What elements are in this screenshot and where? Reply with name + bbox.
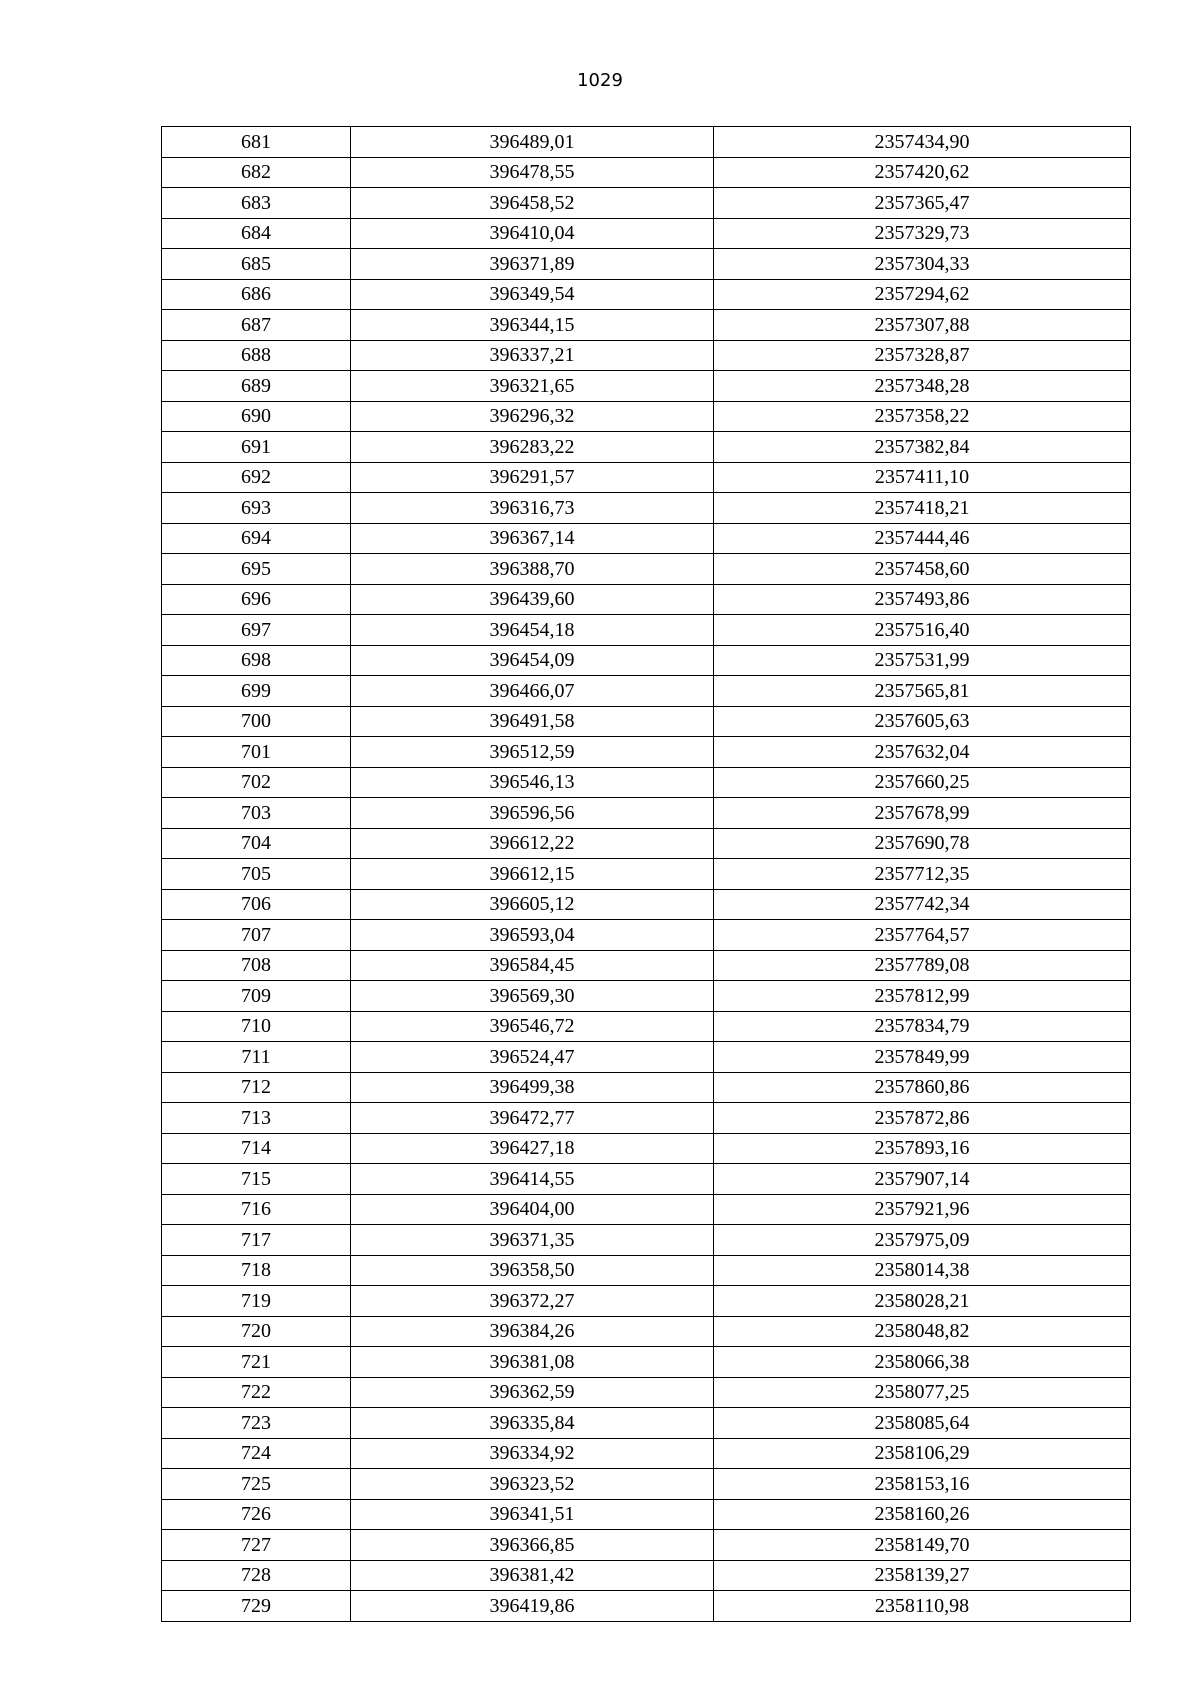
- x-coordinate-cell: 396414,55: [351, 1164, 714, 1195]
- point-number-cell: 685: [162, 249, 351, 280]
- x-coordinate-cell: 396512,59: [351, 737, 714, 768]
- point-number-cell: 689: [162, 371, 351, 402]
- y-coordinate-cell: 2357565,81: [714, 676, 1131, 707]
- y-coordinate-cell: 2357493,86: [714, 584, 1131, 615]
- table-row: [162, 1591, 1131, 1622]
- y-coordinate-cell: 2357358,22: [714, 401, 1131, 432]
- point-number-cell: 681: [162, 127, 351, 158]
- point-number-cell: 712: [162, 1072, 351, 1103]
- x-coordinate-cell: 396546,72: [351, 1011, 714, 1042]
- x-coordinate-cell: 396367,14: [351, 523, 714, 554]
- table-row: [162, 371, 1131, 402]
- x-coordinate-cell: 396454,18: [351, 615, 714, 646]
- x-coordinate-cell: 396612,15: [351, 859, 714, 890]
- point-number-cell: 684: [162, 218, 351, 249]
- table-row: [162, 706, 1131, 737]
- point-number-cell: 714: [162, 1133, 351, 1164]
- point-number-cell: 695: [162, 554, 351, 585]
- page-number: 1029: [577, 70, 623, 91]
- point-number-cell: 728: [162, 1560, 351, 1591]
- y-coordinate-cell: 2357304,33: [714, 249, 1131, 280]
- point-number-cell: 702: [162, 767, 351, 798]
- point-number-cell: 693: [162, 493, 351, 524]
- y-coordinate-cell: 2358048,82: [714, 1316, 1131, 1347]
- table-row: [162, 1164, 1131, 1195]
- y-coordinate-cell: 2358085,64: [714, 1408, 1131, 1439]
- y-coordinate-cell: 2358110,98: [714, 1591, 1131, 1622]
- x-coordinate-cell: 396491,58: [351, 706, 714, 737]
- x-coordinate-cell: 396384,26: [351, 1316, 714, 1347]
- y-coordinate-cell: 2357660,25: [714, 767, 1131, 798]
- point-number-cell: 697: [162, 615, 351, 646]
- point-number-cell: 688: [162, 340, 351, 371]
- point-number-cell: 703: [162, 798, 351, 829]
- x-coordinate-cell: 396296,32: [351, 401, 714, 432]
- point-number-cell: 717: [162, 1225, 351, 1256]
- table-row: [162, 798, 1131, 829]
- table-row: [162, 1194, 1131, 1225]
- point-number-cell: 721: [162, 1347, 351, 1378]
- y-coordinate-cell: 2358014,38: [714, 1255, 1131, 1286]
- y-coordinate-cell: 2357764,57: [714, 920, 1131, 951]
- y-coordinate-cell: 2358028,21: [714, 1286, 1131, 1317]
- x-coordinate-cell: 396362,59: [351, 1377, 714, 1408]
- point-number-cell: 716: [162, 1194, 351, 1225]
- table-row: [162, 767, 1131, 798]
- y-coordinate-cell: 2357834,79: [714, 1011, 1131, 1042]
- x-coordinate-cell: 396458,52: [351, 188, 714, 219]
- table-row: [162, 676, 1131, 707]
- x-coordinate-cell: 396472,77: [351, 1103, 714, 1134]
- point-number-cell: 727: [162, 1530, 351, 1561]
- x-coordinate-cell: 396388,70: [351, 554, 714, 585]
- table-row: [162, 127, 1131, 158]
- x-coordinate-cell: 396321,65: [351, 371, 714, 402]
- point-number-cell: 683: [162, 188, 351, 219]
- table-row: [162, 157, 1131, 188]
- y-coordinate-cell: 2357690,78: [714, 828, 1131, 859]
- point-number-cell: 686: [162, 279, 351, 310]
- y-coordinate-cell: 2357516,40: [714, 615, 1131, 646]
- table-row: [162, 889, 1131, 920]
- x-coordinate-cell: 396358,50: [351, 1255, 714, 1286]
- point-number-cell: 729: [162, 1591, 351, 1622]
- y-coordinate-cell: 2357860,86: [714, 1072, 1131, 1103]
- x-coordinate-cell: 396323,52: [351, 1469, 714, 1500]
- table-row: [162, 340, 1131, 371]
- x-coordinate-cell: 396366,85: [351, 1530, 714, 1561]
- x-coordinate-cell: 396341,51: [351, 1499, 714, 1530]
- point-number-cell: 713: [162, 1103, 351, 1134]
- table-row: [162, 1225, 1131, 1256]
- x-coordinate-cell: 396372,27: [351, 1286, 714, 1317]
- x-coordinate-cell: 396584,45: [351, 950, 714, 981]
- y-coordinate-cell: 2357789,08: [714, 950, 1131, 981]
- table-row: [162, 401, 1131, 432]
- table-row: [162, 1499, 1131, 1530]
- y-coordinate-cell: 2357382,84: [714, 432, 1131, 463]
- y-coordinate-cell: 2357849,99: [714, 1042, 1131, 1073]
- point-number-cell: 704: [162, 828, 351, 859]
- point-number-cell: 705: [162, 859, 351, 890]
- coordinates-table-body: [162, 127, 1131, 1622]
- y-coordinate-cell: 2357893,16: [714, 1133, 1131, 1164]
- x-coordinate-cell: 396596,56: [351, 798, 714, 829]
- x-coordinate-cell: 396454,09: [351, 645, 714, 676]
- y-coordinate-cell: 2357328,87: [714, 340, 1131, 371]
- table-row: [162, 279, 1131, 310]
- x-coordinate-cell: 396605,12: [351, 889, 714, 920]
- table-row: [162, 645, 1131, 676]
- point-number-cell: 718: [162, 1255, 351, 1286]
- x-coordinate-cell: 396283,22: [351, 432, 714, 463]
- x-coordinate-cell: 396337,21: [351, 340, 714, 371]
- point-number-cell: 699: [162, 676, 351, 707]
- y-coordinate-cell: 2357921,96: [714, 1194, 1131, 1225]
- y-coordinate-cell: 2357348,28: [714, 371, 1131, 402]
- point-number-cell: 690: [162, 401, 351, 432]
- y-coordinate-cell: 2358077,25: [714, 1377, 1131, 1408]
- y-coordinate-cell: 2358066,38: [714, 1347, 1131, 1378]
- y-coordinate-cell: 2357975,09: [714, 1225, 1131, 1256]
- y-coordinate-cell: 2357742,34: [714, 889, 1131, 920]
- table-row: [162, 218, 1131, 249]
- y-coordinate-cell: 2357907,14: [714, 1164, 1131, 1195]
- point-number-cell: 724: [162, 1438, 351, 1469]
- y-coordinate-cell: 2357812,99: [714, 981, 1131, 1012]
- x-coordinate-cell: 396335,84: [351, 1408, 714, 1439]
- table-row: [162, 1408, 1131, 1439]
- table-row: [162, 1377, 1131, 1408]
- point-number-cell: 723: [162, 1408, 351, 1439]
- x-coordinate-cell: 396593,04: [351, 920, 714, 951]
- point-number-cell: 698: [162, 645, 351, 676]
- x-coordinate-cell: 396524,47: [351, 1042, 714, 1073]
- point-number-cell: 701: [162, 737, 351, 768]
- x-coordinate-cell: 396381,42: [351, 1560, 714, 1591]
- table-row: [162, 249, 1131, 280]
- table-row: [162, 493, 1131, 524]
- table-row: [162, 432, 1131, 463]
- x-coordinate-cell: 396489,01: [351, 127, 714, 158]
- x-coordinate-cell: 396371,89: [351, 249, 714, 280]
- point-number-cell: 707: [162, 920, 351, 951]
- x-coordinate-cell: 396344,15: [351, 310, 714, 341]
- y-coordinate-cell: 2358160,26: [714, 1499, 1131, 1530]
- table-row: [162, 462, 1131, 493]
- table-row: [162, 1286, 1131, 1317]
- x-coordinate-cell: 396410,04: [351, 218, 714, 249]
- y-coordinate-cell: 2357307,88: [714, 310, 1131, 341]
- table-row: [162, 1042, 1131, 1073]
- table-row: [162, 920, 1131, 951]
- y-coordinate-cell: 2357365,47: [714, 188, 1131, 219]
- point-number-cell: 719: [162, 1286, 351, 1317]
- x-coordinate-cell: 396404,00: [351, 1194, 714, 1225]
- point-number-cell: 722: [162, 1377, 351, 1408]
- table-row: [162, 1072, 1131, 1103]
- coordinates-table: [161, 126, 1131, 1622]
- y-coordinate-cell: 2357329,73: [714, 218, 1131, 249]
- x-coordinate-cell: 396439,60: [351, 584, 714, 615]
- table-row: [162, 615, 1131, 646]
- table-row: [162, 523, 1131, 554]
- table-row: [162, 737, 1131, 768]
- x-coordinate-cell: 396291,57: [351, 462, 714, 493]
- y-coordinate-cell: 2357872,86: [714, 1103, 1131, 1134]
- table-row: [162, 981, 1131, 1012]
- table-row: [162, 950, 1131, 981]
- point-number-cell: 710: [162, 1011, 351, 1042]
- y-coordinate-cell: 2357434,90: [714, 127, 1131, 158]
- table-row: [162, 1103, 1131, 1134]
- y-coordinate-cell: 2357420,62: [714, 157, 1131, 188]
- x-coordinate-cell: 396334,92: [351, 1438, 714, 1469]
- point-number-cell: 715: [162, 1164, 351, 1195]
- table-row: [162, 828, 1131, 859]
- table-row: [162, 1011, 1131, 1042]
- x-coordinate-cell: 396349,54: [351, 279, 714, 310]
- table-row: [162, 554, 1131, 585]
- point-number-cell: 726: [162, 1499, 351, 1530]
- y-coordinate-cell: 2357632,04: [714, 737, 1131, 768]
- x-coordinate-cell: 396419,86: [351, 1591, 714, 1622]
- x-coordinate-cell: 396546,13: [351, 767, 714, 798]
- x-coordinate-cell: 396499,38: [351, 1072, 714, 1103]
- point-number-cell: 709: [162, 981, 351, 1012]
- point-number-cell: 692: [162, 462, 351, 493]
- point-number-cell: 725: [162, 1469, 351, 1500]
- x-coordinate-cell: 396478,55: [351, 157, 714, 188]
- point-number-cell: 700: [162, 706, 351, 737]
- table-row: [162, 1438, 1131, 1469]
- table-row: [162, 1255, 1131, 1286]
- point-number-cell: 720: [162, 1316, 351, 1347]
- x-coordinate-cell: 396381,08: [351, 1347, 714, 1378]
- y-coordinate-cell: 2357678,99: [714, 798, 1131, 829]
- table-row: [162, 1530, 1131, 1561]
- table-row: [162, 1133, 1131, 1164]
- point-number-cell: 691: [162, 432, 351, 463]
- y-coordinate-cell: 2357418,21: [714, 493, 1131, 524]
- x-coordinate-cell: 396316,73: [351, 493, 714, 524]
- point-number-cell: 687: [162, 310, 351, 341]
- x-coordinate-cell: 396427,18: [351, 1133, 714, 1164]
- y-coordinate-cell: 2358149,70: [714, 1530, 1131, 1561]
- point-number-cell: 694: [162, 523, 351, 554]
- y-coordinate-cell: 2357458,60: [714, 554, 1131, 585]
- y-coordinate-cell: 2357411,10: [714, 462, 1131, 493]
- table-row: [162, 310, 1131, 341]
- table-row: [162, 1347, 1131, 1378]
- point-number-cell: 706: [162, 889, 351, 920]
- point-number-cell: 682: [162, 157, 351, 188]
- y-coordinate-cell: 2358153,16: [714, 1469, 1131, 1500]
- point-number-cell: 696: [162, 584, 351, 615]
- y-coordinate-cell: 2358106,29: [714, 1438, 1131, 1469]
- x-coordinate-cell: 396612,22: [351, 828, 714, 859]
- table-row: [162, 1316, 1131, 1347]
- table-row: [162, 188, 1131, 219]
- y-coordinate-cell: 2358139,27: [714, 1560, 1131, 1591]
- x-coordinate-cell: 396569,30: [351, 981, 714, 1012]
- table-row: [162, 1469, 1131, 1500]
- y-coordinate-cell: 2357294,62: [714, 279, 1131, 310]
- table-row: [162, 584, 1131, 615]
- table-row: [162, 859, 1131, 890]
- x-coordinate-cell: 396371,35: [351, 1225, 714, 1256]
- table-row: [162, 1560, 1131, 1591]
- point-number-cell: 711: [162, 1042, 351, 1073]
- x-coordinate-cell: 396466,07: [351, 676, 714, 707]
- y-coordinate-cell: 2357605,63: [714, 706, 1131, 737]
- point-number-cell: 708: [162, 950, 351, 981]
- y-coordinate-cell: 2357444,46: [714, 523, 1131, 554]
- y-coordinate-cell: 2357531,99: [714, 645, 1131, 676]
- y-coordinate-cell: 2357712,35: [714, 859, 1131, 890]
